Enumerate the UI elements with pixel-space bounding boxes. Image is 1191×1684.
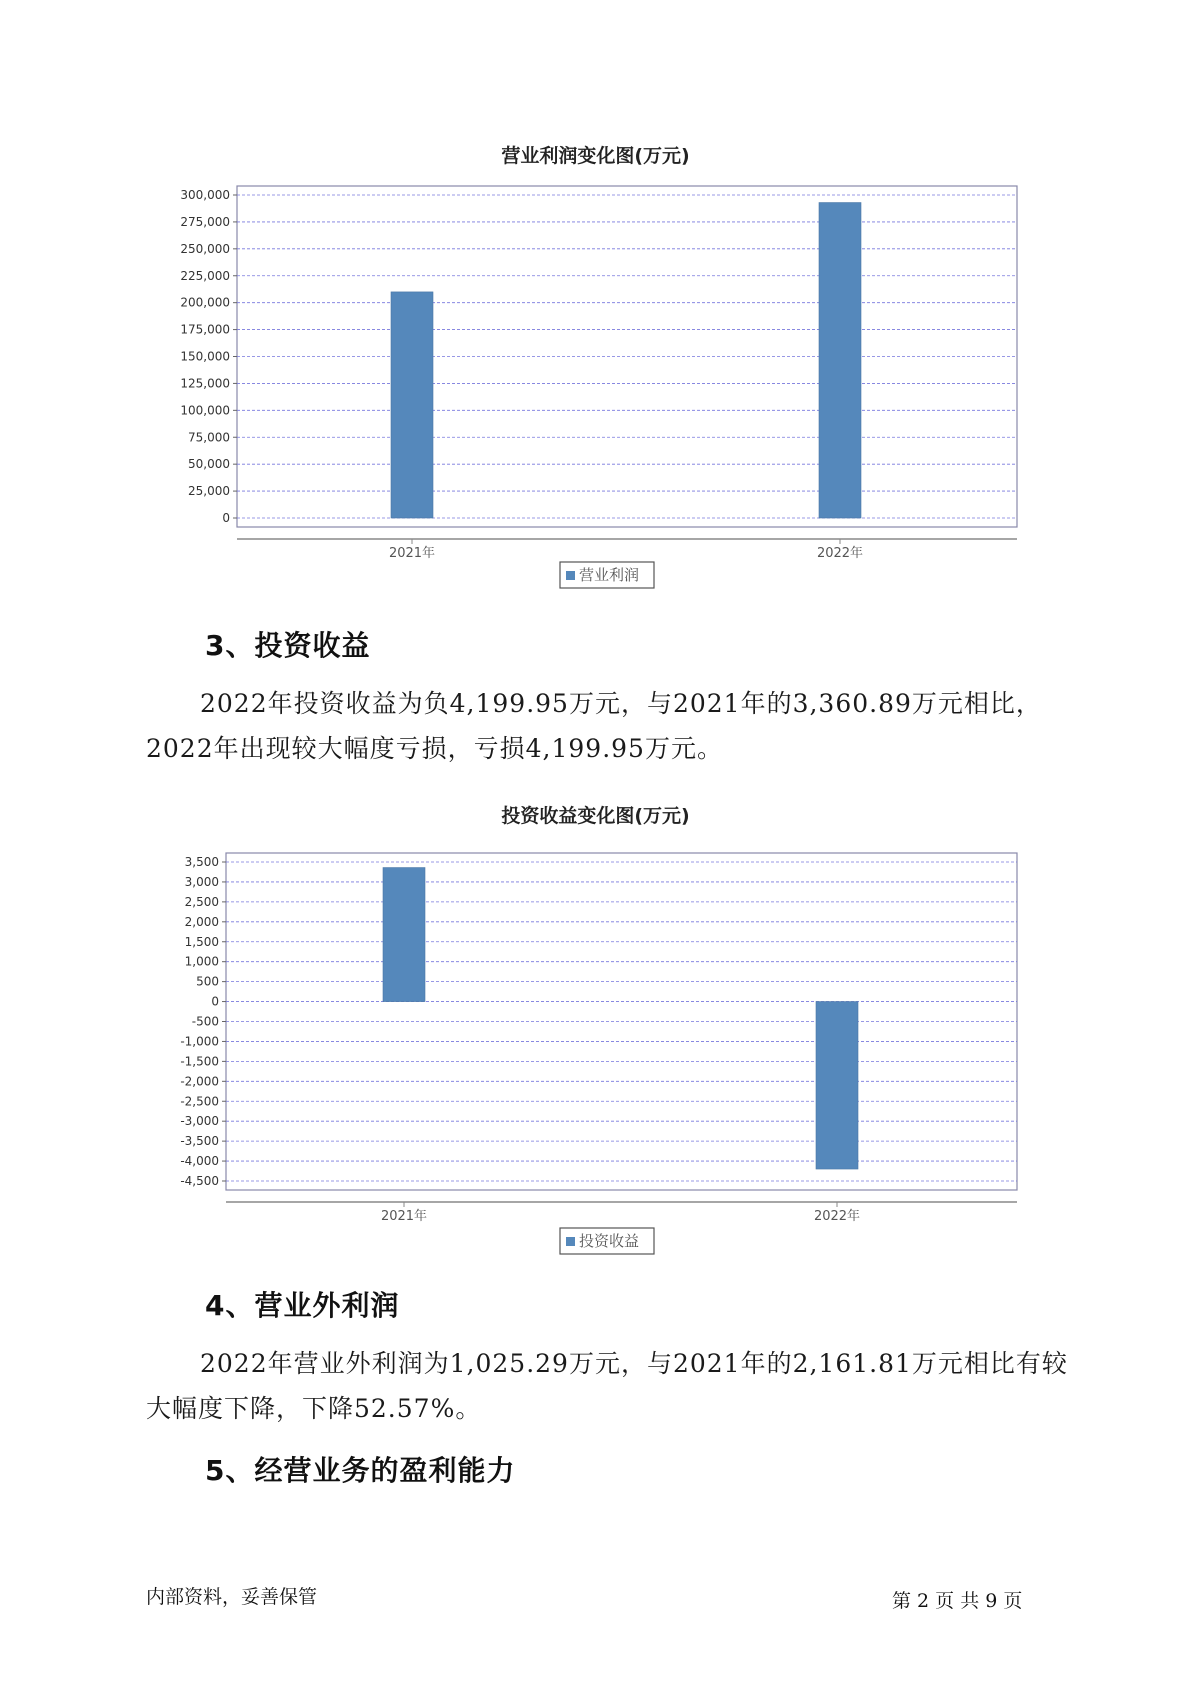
y-tick-label: 0 bbox=[211, 994, 219, 1009]
y-tick-label: 225,000 bbox=[180, 268, 230, 283]
y-tick-label: 50,000 bbox=[188, 457, 230, 472]
y-tick-label: 2,500 bbox=[184, 894, 219, 909]
chart2-title: 投资收益变化图(万元) bbox=[501, 805, 690, 827]
y-tick-label: 150,000 bbox=[180, 349, 230, 364]
y-tick-label: 200,000 bbox=[180, 295, 230, 310]
y-tick-label: 25,000 bbox=[188, 484, 230, 499]
y-tick-label: 0 bbox=[222, 511, 230, 525]
section-5-heading: 5、经营业务的盈利能力 bbox=[205, 1454, 516, 1487]
y-tick-label: 3,000 bbox=[184, 874, 219, 889]
chart1-title: 营业利润变化图(万元) bbox=[501, 145, 690, 167]
x-tick-label: 2021年 bbox=[388, 546, 436, 561]
section-3-heading: 3、投资收益 bbox=[205, 629, 371, 662]
x-tick-label: 2022年 bbox=[816, 546, 864, 561]
y-tick-label: 3,500 bbox=[184, 855, 219, 869]
y-tick-label: -1,000 bbox=[180, 1034, 219, 1049]
footer-confidential-note: 内部资料，妥善保管 bbox=[146, 1586, 318, 1608]
legend-swatch bbox=[566, 1237, 575, 1246]
x-tick-label: 2021年 bbox=[380, 1209, 428, 1224]
section-4-heading: 4、营业外利润 bbox=[205, 1289, 400, 1322]
bar bbox=[816, 1002, 858, 1169]
y-tick-label: -3,000 bbox=[180, 1114, 219, 1129]
y-tick-label: 1,000 bbox=[184, 954, 219, 969]
legend-label: 投资收益 bbox=[579, 1232, 640, 1250]
y-tick-label: -500 bbox=[191, 1014, 219, 1029]
y-tick-label: -2,500 bbox=[180, 1094, 219, 1109]
section-4-paragraph: 2022年营业外利润为1,025.29万元，与2021年的2,161.81万元相比有较大幅度下降，下降52.57%。 bbox=[146, 1349, 1068, 1423]
y-tick-label: -4,000 bbox=[180, 1154, 219, 1169]
y-tick-label: 2,000 bbox=[184, 914, 219, 929]
y-tick-label: -2,000 bbox=[180, 1074, 219, 1089]
y-tick-label: -1,500 bbox=[180, 1054, 219, 1069]
y-tick-label: 125,000 bbox=[180, 376, 230, 391]
y-tick-label: 100,000 bbox=[180, 403, 230, 418]
y-tick-label: -3,500 bbox=[180, 1134, 219, 1149]
y-tick-label: 175,000 bbox=[180, 322, 230, 337]
bar bbox=[383, 868, 425, 1002]
y-tick-label: 1,500 bbox=[184, 934, 219, 949]
section-3-paragraph: 2022年投资收益为负4,199.95万元，与2021年的3,360.89万元相比，2022年出现较大幅度亏损，亏损4,199.95万元。 bbox=[146, 689, 1042, 763]
y-tick-label: 75,000 bbox=[188, 430, 230, 445]
y-tick-label: 300,000 bbox=[180, 188, 230, 202]
footer-page-number: 第 2 页 共 9 页 bbox=[892, 1590, 1023, 1612]
legend-label: 营业利润 bbox=[579, 566, 640, 584]
y-tick-label: -4,500 bbox=[180, 1174, 219, 1188]
y-tick-label: 500 bbox=[196, 974, 219, 989]
y-tick-label: 250,000 bbox=[180, 241, 230, 256]
x-tick-label: 2022年 bbox=[813, 1209, 861, 1224]
y-tick-label: 275,000 bbox=[180, 214, 230, 229]
